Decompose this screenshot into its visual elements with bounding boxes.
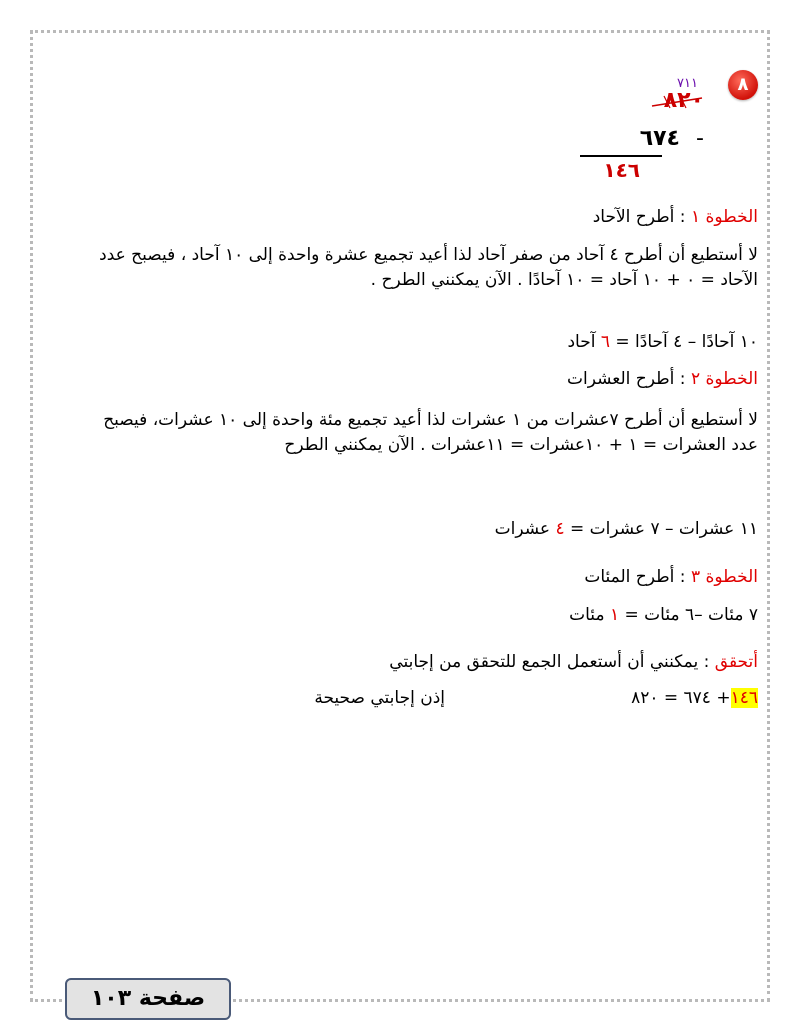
subtraction-problem — [598, 70, 758, 185]
step1-title: : أطرح الآحاد — [592, 207, 686, 227]
check-text: : يمكنني أن أستعمل الجمع للتحقق من إجابتي — [389, 652, 710, 672]
minus-sign: - — [696, 126, 704, 151]
step2-heading — [567, 367, 758, 391]
check-heading — [389, 650, 758, 674]
step2-explanation: لا أستطيع أن أطرح ٧عشرات من ١ عشرات لذا أعيد تجميع مئة واحدة إلى ١٠ عشرات، فيصبح عدد العشرات = ١ + ١٠عشرات = ١١عشرات . الآن يمكنني الطرح — [103, 410, 758, 455]
subtrahend: ٦٧٤ — [639, 126, 680, 151]
step3-heading — [584, 565, 758, 589]
page-number-label: صفحة ١٠٣ — [65, 978, 231, 1020]
step1-explanation: لا أستطيع أن أطرح ٤ آحاد من صفر آحاد لذا أعيد تجميع عشرة واحدة إلى ١٠ آحاد ، فيصبح عدد الآحاد = ٠ + ١٠ آحاد = ١٠ آحادًا . الآن يمكنني الطرح . — [99, 245, 758, 290]
step1-label: الخطوة ١ — [690, 207, 758, 227]
plus-sign: + — [716, 688, 731, 708]
check-label: أتحقق — [714, 652, 758, 672]
regroup-digits: ٧١١ — [677, 76, 698, 91]
step3-equation: ٧ مئات –٦ مئات = ١ مئات — [569, 605, 758, 625]
minuend: ٨٢٠ — [663, 88, 704, 113]
step2-equation: ١١ عشرات – ٧ عشرات = ٤ عشرات — [494, 519, 758, 539]
highlighted-addend: ١٤٦ — [730, 688, 758, 708]
step1-heading — [593, 205, 758, 229]
check-equation — [631, 688, 758, 708]
strikethrough-mark — [650, 94, 704, 110]
step2-title: : أطرح العشرات — [567, 369, 686, 389]
step2-label: الخطوة ٢ — [690, 369, 758, 389]
sum-line — [580, 155, 662, 157]
step3-result: ١ — [609, 605, 620, 625]
check-conclusion: إذن إجابتي صحيحة — [314, 688, 445, 708]
step3-label: الخطوة ٣ — [690, 567, 758, 587]
difference: ١٤٦ — [603, 158, 640, 182]
step3-title: : أطرح المئات — [584, 567, 686, 587]
step2-result: ٤ — [555, 519, 565, 539]
check-rest: ٦٧٤ = ٨٢٠ — [631, 688, 711, 708]
exercise-number-badge: ٨ — [728, 70, 758, 100]
step1-result: ٦ — [600, 332, 610, 352]
step1-equation: ١٠ آحادًا – ٤ آحادًا = ٦ آحاد — [567, 332, 758, 352]
